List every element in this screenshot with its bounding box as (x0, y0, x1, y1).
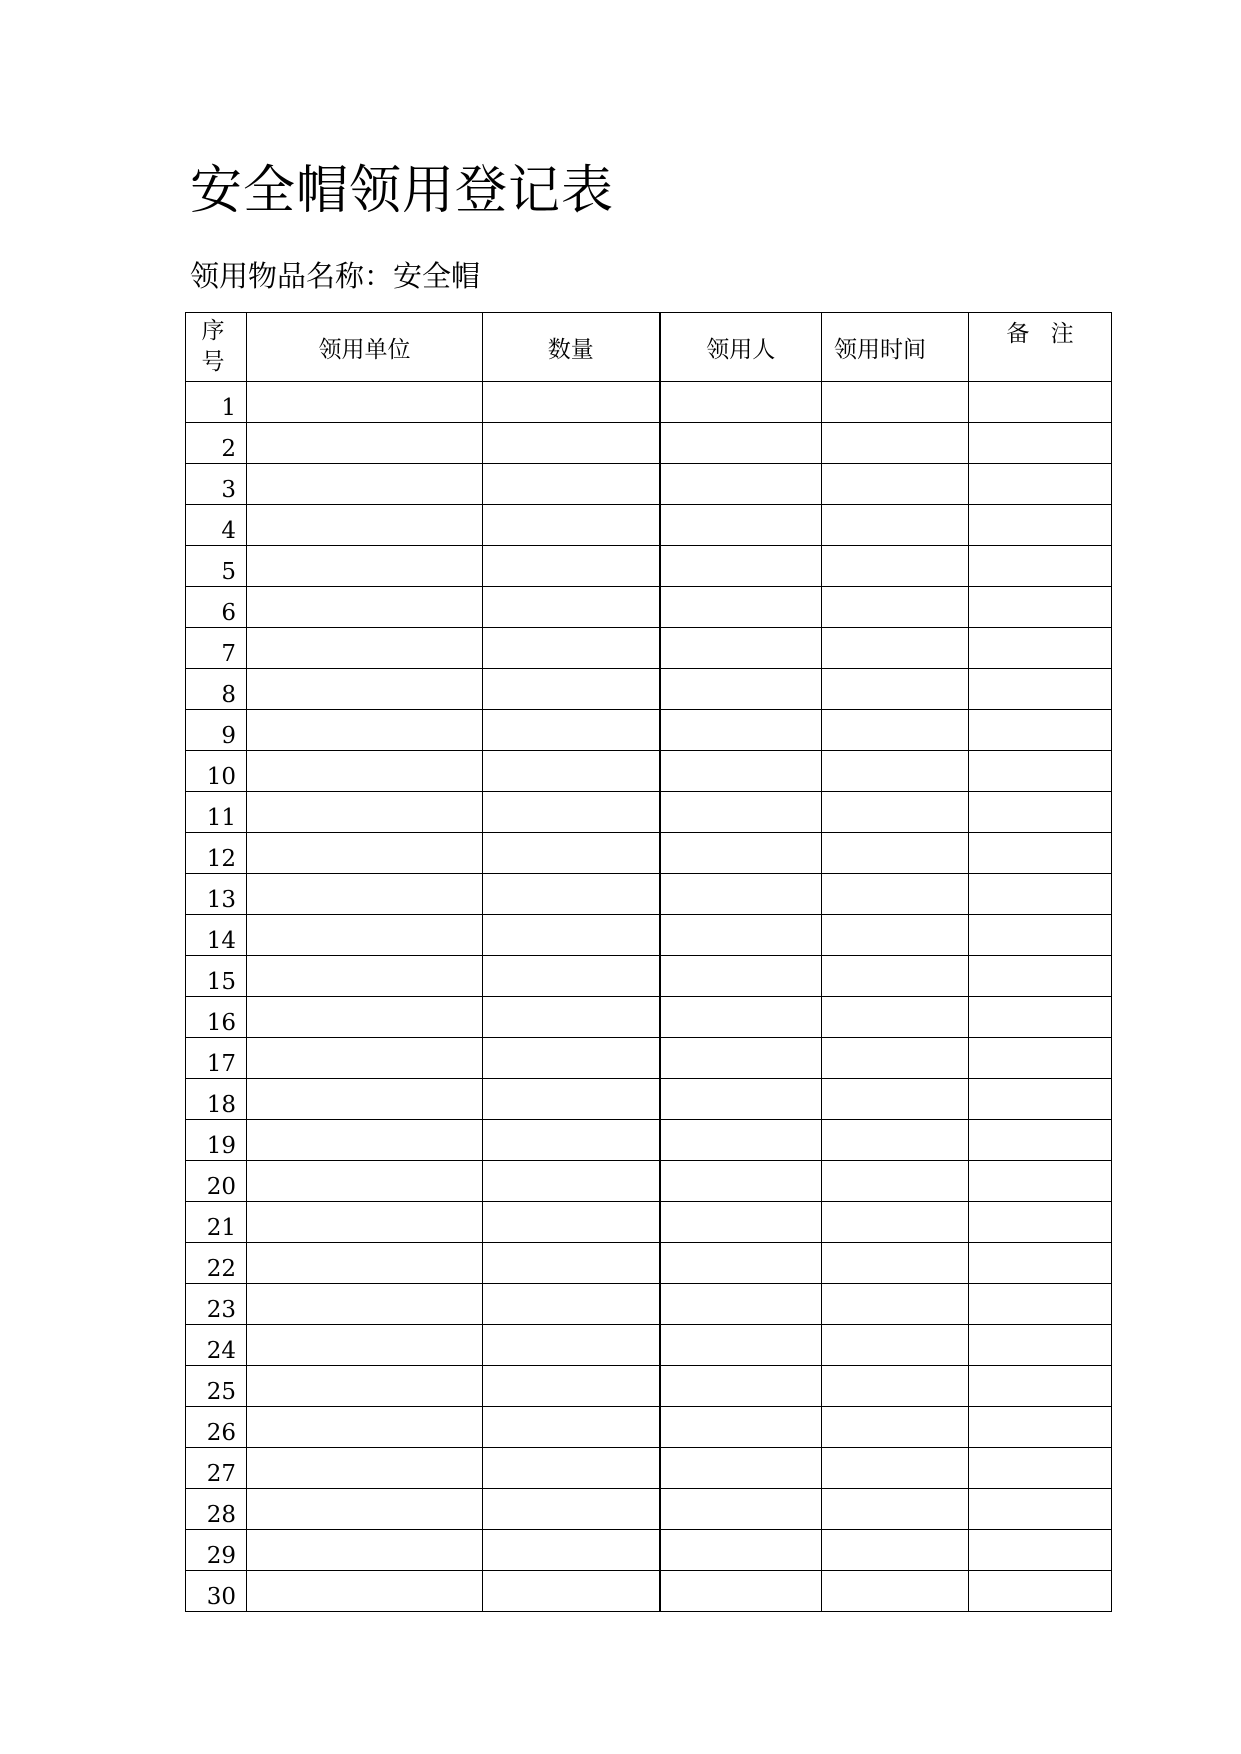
quantity-cell[interactable] (483, 1243, 660, 1284)
seq-cell: 2 (186, 423, 247, 464)
unit-cell[interactable] (247, 1571, 483, 1612)
table-row (186, 1448, 1112, 1489)
quantity-cell[interactable] (483, 382, 660, 423)
remark-cell[interactable] (969, 751, 1112, 792)
table-row (186, 710, 1112, 751)
table-row (186, 628, 1112, 669)
seq-cell: 10 (186, 751, 247, 792)
quantity-cell[interactable] (483, 423, 660, 464)
seq-cell: 30 (186, 1571, 247, 1612)
unit-cell[interactable] (247, 997, 483, 1038)
person-cell[interactable] (660, 1571, 822, 1612)
unit-cell[interactable] (247, 915, 483, 956)
table-row (186, 956, 1112, 997)
table-row (186, 546, 1112, 587)
quantity-cell[interactable] (483, 669, 660, 710)
unit-cell[interactable] (247, 1325, 483, 1366)
header-remark: 备 注 (969, 313, 1112, 382)
person-cell[interactable] (660, 1284, 822, 1325)
time-cell[interactable] (822, 1530, 969, 1571)
remark-cell[interactable] (969, 956, 1112, 997)
unit-cell[interactable] (247, 464, 483, 505)
table-row (186, 1571, 1112, 1612)
time-cell[interactable] (822, 1284, 969, 1325)
remark-cell[interactable] (969, 423, 1112, 464)
table-row (186, 505, 1112, 546)
remark-cell[interactable] (969, 464, 1112, 505)
time-cell[interactable] (822, 505, 969, 546)
seq-cell: 3 (186, 464, 247, 505)
person-cell[interactable] (660, 1243, 822, 1284)
remark-cell[interactable] (969, 1448, 1112, 1489)
quantity-cell[interactable] (483, 628, 660, 669)
seq-cell: 1 (186, 382, 247, 423)
table-row (186, 792, 1112, 833)
unit-cell[interactable] (247, 669, 483, 710)
seq-cell: 11 (186, 792, 247, 833)
table-row (186, 915, 1112, 956)
table-row (186, 1161, 1112, 1202)
quantity-cell[interactable] (483, 1571, 660, 1612)
table-row (186, 997, 1112, 1038)
unit-cell[interactable] (247, 546, 483, 587)
header-seq-line2: 号 (201, 349, 225, 375)
person-cell[interactable] (660, 1366, 822, 1407)
unit-cell[interactable] (247, 1448, 483, 1489)
time-cell[interactable] (822, 710, 969, 751)
person-cell[interactable] (660, 1079, 822, 1120)
table-row (186, 382, 1112, 423)
person-cell[interactable] (660, 1530, 822, 1571)
seq-cell: 23 (186, 1284, 247, 1325)
header-seq-line1: 序 (201, 318, 225, 344)
remark-cell[interactable] (969, 587, 1112, 628)
seq-cell: 26 (186, 1407, 247, 1448)
remark-cell[interactable] (969, 1284, 1112, 1325)
table-row (186, 669, 1112, 710)
person-cell[interactable] (660, 505, 822, 546)
person-cell[interactable] (660, 1120, 822, 1161)
header-quantity: 数量 (483, 313, 660, 382)
remark-cell[interactable] (969, 1530, 1112, 1571)
quantity-cell[interactable] (483, 710, 660, 751)
table-row (186, 1038, 1112, 1079)
remark-cell[interactable] (969, 1489, 1112, 1530)
remark-cell[interactable] (969, 505, 1112, 546)
time-cell[interactable] (822, 1407, 969, 1448)
table-row (186, 423, 1112, 464)
seq-cell: 5 (186, 546, 247, 587)
unit-cell[interactable] (247, 1407, 483, 1448)
remark-cell[interactable] (969, 1079, 1112, 1120)
seq-cell: 4 (186, 505, 247, 546)
header-person: 领用人 (660, 313, 822, 382)
table-row (186, 1366, 1112, 1407)
seq-cell: 29 (186, 1530, 247, 1571)
table-row (186, 1530, 1112, 1571)
seq-cell: 20 (186, 1161, 247, 1202)
person-cell[interactable] (660, 382, 822, 423)
person-cell[interactable] (660, 1202, 822, 1243)
table-row (186, 1079, 1112, 1120)
person-cell[interactable] (660, 669, 822, 710)
quantity-cell[interactable] (483, 1079, 660, 1120)
unit-cell[interactable] (247, 1079, 483, 1120)
quantity-cell[interactable] (483, 956, 660, 997)
seq-cell: 27 (186, 1448, 247, 1489)
remark-cell[interactable] (969, 1161, 1112, 1202)
unit-cell[interactable] (247, 1161, 483, 1202)
quantity-cell[interactable] (483, 1325, 660, 1366)
person-cell[interactable] (660, 751, 822, 792)
table-row (186, 1407, 1112, 1448)
person-cell[interactable] (660, 792, 822, 833)
quantity-cell[interactable] (483, 1530, 660, 1571)
seq-cell: 9 (186, 710, 247, 751)
unit-cell[interactable] (247, 628, 483, 669)
item-name-line: 领用物品名称：安全帽 (190, 259, 481, 293)
quantity-cell[interactable] (483, 1407, 660, 1448)
remark-cell[interactable] (969, 628, 1112, 669)
time-cell[interactable] (822, 1038, 969, 1079)
seq-cell: 8 (186, 669, 247, 710)
person-cell[interactable] (660, 546, 822, 587)
unit-cell[interactable] (247, 751, 483, 792)
person-cell[interactable] (660, 464, 822, 505)
remark-cell[interactable] (969, 1243, 1112, 1284)
person-cell[interactable] (660, 710, 822, 751)
seq-cell: 7 (186, 628, 247, 669)
seq-cell: 12 (186, 833, 247, 874)
unit-cell[interactable] (247, 505, 483, 546)
quantity-cell[interactable] (483, 1202, 660, 1243)
time-cell[interactable] (822, 874, 969, 915)
table-row (186, 1325, 1112, 1366)
time-cell[interactable] (822, 1079, 969, 1120)
table-row (186, 1284, 1112, 1325)
seq-cell: 6 (186, 587, 247, 628)
time-cell[interactable] (822, 1571, 969, 1612)
time-cell[interactable] (822, 464, 969, 505)
seq-cell: 18 (186, 1079, 247, 1120)
table-header-row (186, 313, 1112, 382)
seq-cell: 15 (186, 956, 247, 997)
unit-cell[interactable] (247, 1489, 483, 1530)
unit-cell[interactable] (247, 1530, 483, 1571)
remark-cell[interactable] (969, 546, 1112, 587)
remark-cell[interactable] (969, 1366, 1112, 1407)
quantity-cell[interactable] (483, 1038, 660, 1079)
time-cell[interactable] (822, 587, 969, 628)
header-time: 领用时间 (822, 313, 969, 382)
seq-cell: 25 (186, 1366, 247, 1407)
seq-cell: 17 (186, 1038, 247, 1079)
unit-cell[interactable] (247, 833, 483, 874)
time-cell[interactable] (822, 915, 969, 956)
seq-cell: 22 (186, 1243, 247, 1284)
remark-cell[interactable] (969, 382, 1112, 423)
table-row (186, 1489, 1112, 1530)
remark-cell[interactable] (969, 1202, 1112, 1243)
quantity-cell[interactable] (483, 915, 660, 956)
unit-cell[interactable] (247, 1202, 483, 1243)
unit-cell[interactable] (247, 1366, 483, 1407)
unit-cell[interactable] (247, 1120, 483, 1161)
person-cell[interactable] (660, 1161, 822, 1202)
table-row (186, 587, 1112, 628)
quantity-cell[interactable] (483, 587, 660, 628)
time-cell[interactable] (822, 669, 969, 710)
quantity-cell[interactable] (483, 505, 660, 546)
quantity-cell[interactable] (483, 1448, 660, 1489)
quantity-cell[interactable] (483, 751, 660, 792)
time-cell[interactable] (822, 628, 969, 669)
table-row (186, 1202, 1112, 1243)
header-unit: 领用单位 (247, 313, 483, 382)
remark-cell[interactable] (969, 669, 1112, 710)
unit-cell[interactable] (247, 382, 483, 423)
remark-cell[interactable] (969, 1120, 1112, 1161)
time-cell[interactable] (822, 1325, 969, 1366)
remark-cell[interactable] (969, 997, 1112, 1038)
person-cell[interactable] (660, 628, 822, 669)
time-cell[interactable] (822, 423, 969, 464)
remark-cell[interactable] (969, 710, 1112, 751)
header-seq (186, 313, 247, 382)
remark-cell[interactable] (969, 833, 1112, 874)
unit-cell[interactable] (247, 1284, 483, 1325)
table-row (186, 833, 1112, 874)
seq-cell: 16 (186, 997, 247, 1038)
time-cell[interactable] (822, 546, 969, 587)
person-cell[interactable] (660, 956, 822, 997)
time-cell[interactable] (822, 792, 969, 833)
unit-cell[interactable] (247, 874, 483, 915)
seq-cell: 28 (186, 1489, 247, 1530)
seq-cell: 13 (186, 874, 247, 915)
time-cell[interactable] (822, 1448, 969, 1489)
quantity-cell[interactable] (483, 546, 660, 587)
quantity-cell[interactable] (483, 874, 660, 915)
person-cell[interactable] (660, 1325, 822, 1366)
remark-cell[interactable] (969, 1038, 1112, 1079)
unit-cell[interactable] (247, 1243, 483, 1284)
person-cell[interactable] (660, 1448, 822, 1489)
person-cell[interactable] (660, 997, 822, 1038)
time-cell[interactable] (822, 956, 969, 997)
quantity-cell[interactable] (483, 997, 660, 1038)
person-cell[interactable] (660, 833, 822, 874)
unit-cell[interactable] (247, 710, 483, 751)
seq-cell: 14 (186, 915, 247, 956)
remark-cell[interactable] (969, 792, 1112, 833)
registration-table (185, 312, 1112, 1612)
seq-cell: 19 (186, 1120, 247, 1161)
quantity-cell[interactable] (483, 792, 660, 833)
quantity-cell[interactable] (483, 1366, 660, 1407)
seq-cell: 24 (186, 1325, 247, 1366)
quantity-cell[interactable] (483, 1161, 660, 1202)
time-cell[interactable] (822, 1202, 969, 1243)
person-cell[interactable] (660, 587, 822, 628)
person-cell[interactable] (660, 1038, 822, 1079)
table-row (186, 1120, 1112, 1161)
remark-cell[interactable] (969, 1571, 1112, 1612)
remark-cell[interactable] (969, 1325, 1112, 1366)
quantity-cell[interactable] (483, 1284, 660, 1325)
remark-cell[interactable] (969, 915, 1112, 956)
quantity-cell[interactable] (483, 464, 660, 505)
unit-cell[interactable] (247, 1038, 483, 1079)
unit-cell[interactable] (247, 423, 483, 464)
remark-cell[interactable] (969, 874, 1112, 915)
document-title: 安全帽领用登记表 (190, 161, 615, 221)
quantity-cell[interactable] (483, 833, 660, 874)
time-cell[interactable] (822, 997, 969, 1038)
time-cell[interactable] (822, 1243, 969, 1284)
person-cell[interactable] (660, 874, 822, 915)
time-cell[interactable] (822, 1161, 969, 1202)
time-cell[interactable] (822, 1120, 969, 1161)
time-cell[interactable] (822, 1366, 969, 1407)
unit-cell[interactable] (247, 792, 483, 833)
quantity-cell[interactable] (483, 1120, 660, 1161)
table-row (186, 874, 1112, 915)
table-body (186, 382, 1112, 1612)
person-cell[interactable] (660, 915, 822, 956)
unit-cell[interactable] (247, 587, 483, 628)
person-cell[interactable] (660, 423, 822, 464)
table-row (186, 464, 1112, 505)
person-cell[interactable] (660, 1407, 822, 1448)
seq-cell: 21 (186, 1202, 247, 1243)
table-row (186, 751, 1112, 792)
person-cell[interactable] (660, 1489, 822, 1530)
unit-cell[interactable] (247, 956, 483, 997)
time-cell[interactable] (822, 382, 969, 423)
time-cell[interactable] (822, 1489, 969, 1530)
table-row (186, 1243, 1112, 1284)
time-cell[interactable] (822, 833, 969, 874)
quantity-cell[interactable] (483, 1489, 660, 1530)
remark-cell[interactable] (969, 1407, 1112, 1448)
time-cell[interactable] (822, 751, 969, 792)
